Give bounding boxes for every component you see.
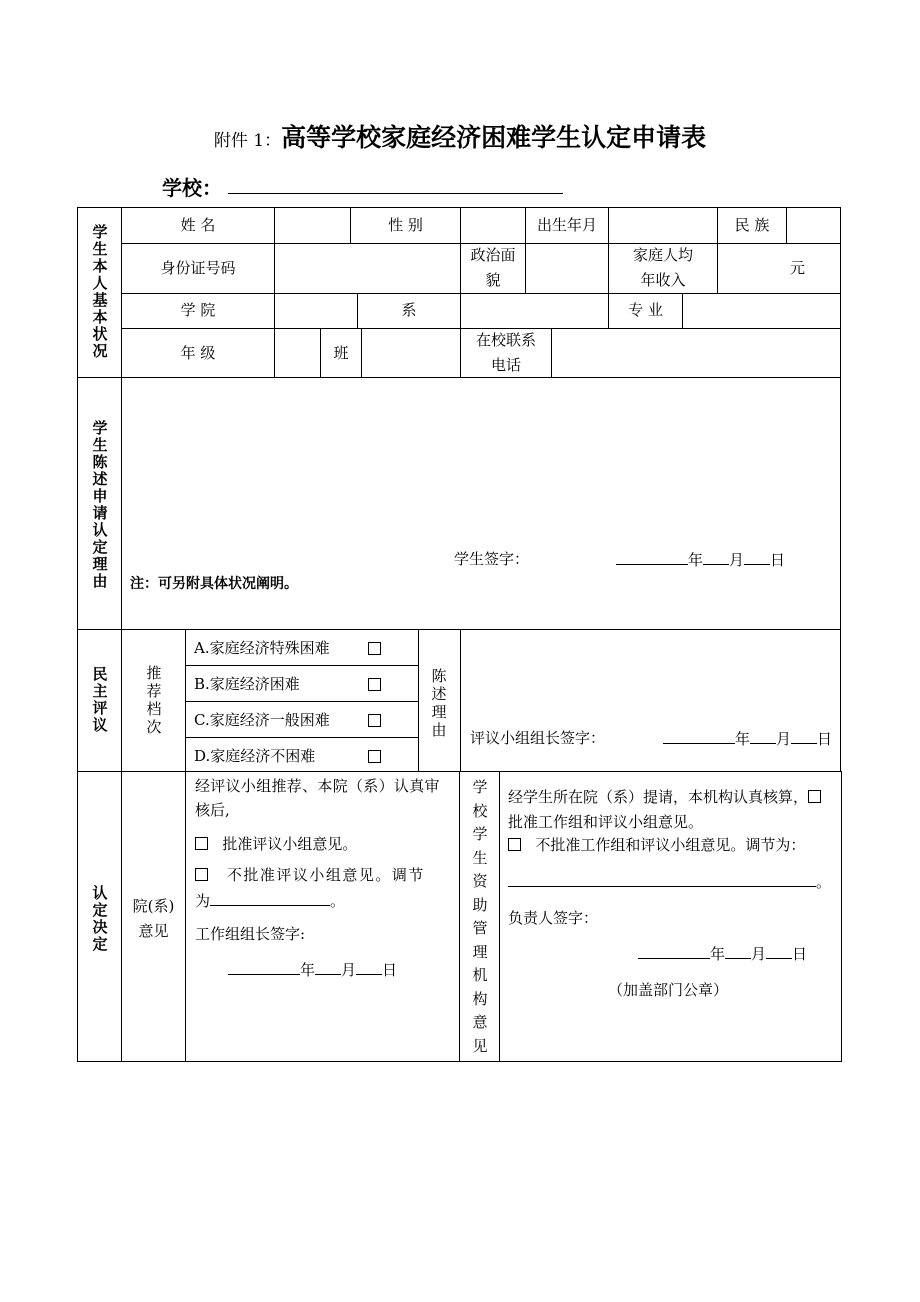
department-field[interactable] [461, 294, 608, 328]
grade-label: 年 级 [180, 344, 216, 362]
political-field[interactable] [526, 244, 608, 293]
political-label-line2: 貌 [485, 271, 501, 289]
gender-field[interactable] [461, 208, 525, 243]
major-field[interactable] [683, 294, 840, 328]
approve-review-checkbox[interactable] [195, 837, 208, 850]
id-number-label: 身份证号码 [160, 259, 236, 277]
phone-label-line1: 在校联系 [475, 331, 536, 349]
reason-label: 陈 述 理 由 [431, 667, 447, 739]
student-signature-date[interactable]: 年 月 日 [616, 552, 785, 568]
form-title: 高等学校家庭经济困难学生认定申请表 [281, 123, 707, 152]
department-label: 系 [401, 301, 417, 319]
id-number-field[interactable] [275, 244, 460, 293]
option-a[interactable]: A.家庭经济特殊困难 [194, 639, 330, 657]
school-label: 学校： [162, 176, 222, 200]
agency-opinion-label: 学 校 学 生 资 助 管 理 机 构 意 见 [472, 778, 488, 1055]
section-statement-label: 学 生 陈 述 申 请 认 定 理 由 [92, 419, 108, 590]
birth-label: 出生年月 [536, 216, 597, 234]
review-leader-signature-label: 评议小组组长签字： [470, 729, 606, 747]
student-signature-label: 学生签字： [454, 550, 530, 568]
college-label: 学 院 [180, 301, 216, 319]
review-leader-signature-date[interactable]: 年 月 日 [663, 731, 832, 747]
work-group-signature-date[interactable]: 年 月 日 [228, 962, 397, 978]
reason-textarea[interactable] [461, 630, 840, 725]
college-opinion-label-line1: 院(系) [132, 897, 175, 915]
approve-review-option[interactable]: 批准评议小组意见。 [195, 837, 357, 852]
class-field[interactable] [362, 329, 460, 377]
phone-field[interactable] [552, 329, 840, 377]
section-review-label: 民 主 评 议 [92, 665, 108, 734]
statement-textarea[interactable] [122, 378, 840, 543]
page-title [0, 118, 920, 154]
option-d-checkbox[interactable] [368, 750, 381, 763]
class-label: 班 [333, 344, 349, 362]
name-label: 姓 名 [180, 216, 216, 234]
reject-review-checkbox[interactable] [195, 868, 208, 881]
option-d[interactable]: D.家庭经济不困难 [194, 747, 316, 765]
agency-approve-checkbox[interactable] [808, 790, 821, 803]
agency-text-line1: 经学生所在院（系）提请，本机构认真核算， [508, 790, 821, 805]
college-adjust-line[interactable]: 为 。 [195, 892, 346, 910]
birth-field[interactable] [609, 208, 717, 243]
agency-text-line2: 批准工作组和评议小组意见。 [508, 813, 704, 831]
section-decision-label: 认 定 决 定 [92, 884, 108, 953]
agency-reject-option[interactable]: 不批准工作组和评议小组意见。调节为： [508, 838, 805, 853]
option-b[interactable]: B.家庭经济困难 [194, 675, 300, 693]
attachment-label: 附件 1： [213, 131, 282, 151]
school-input-line[interactable] [228, 193, 563, 194]
phone-label-line2: 电话 [490, 356, 521, 374]
responsible-signature-date[interactable]: 年 月 日 [638, 946, 807, 962]
yuan-unit: 元 [790, 259, 806, 277]
college-opinion-text: 经评议小组推荐、本院（系）认真审 核后, [195, 777, 440, 819]
college-opinion-label-line2: 意见 [138, 922, 169, 940]
statement-note: 注：可另附具体状况阐明。 [130, 576, 298, 592]
major-label: 专 业 [628, 301, 663, 319]
responsible-signature-label: 负责人签字： [508, 909, 599, 927]
ethnicity-label: 民 族 [734, 216, 770, 234]
recommend-grade-label: 推 荐 档 次 [146, 664, 162, 736]
name-field[interactable] [275, 208, 350, 243]
option-c-checkbox[interactable] [368, 714, 381, 727]
political-label-line1: 政治面 [470, 246, 516, 264]
grade-field[interactable] [275, 329, 320, 377]
work-group-signature-label: 工作组组长签字: [195, 925, 306, 943]
option-a-checkbox[interactable] [368, 642, 381, 655]
income-label-line2: 年收入 [640, 271, 686, 289]
gender-label: 性 别 [388, 216, 423, 234]
option-c[interactable]: C.家庭经济一般困难 [194, 711, 330, 729]
stamp-note: （加盖部门公章） [608, 981, 729, 999]
agency-adjust-line[interactable]: 。 [508, 874, 831, 890]
income-field[interactable] [718, 244, 788, 293]
option-b-checkbox[interactable] [368, 678, 381, 691]
section-basic-label: 学 生 本 人 基 本 状 况 [92, 223, 108, 360]
college-field[interactable] [275, 294, 357, 328]
ethnicity-field[interactable] [787, 208, 840, 243]
reject-review-option[interactable]: 不批准评议小组意见。调节 [195, 868, 425, 883]
income-label-line1: 家庭人均 [632, 246, 693, 264]
agency-reject-checkbox[interactable] [508, 838, 521, 851]
